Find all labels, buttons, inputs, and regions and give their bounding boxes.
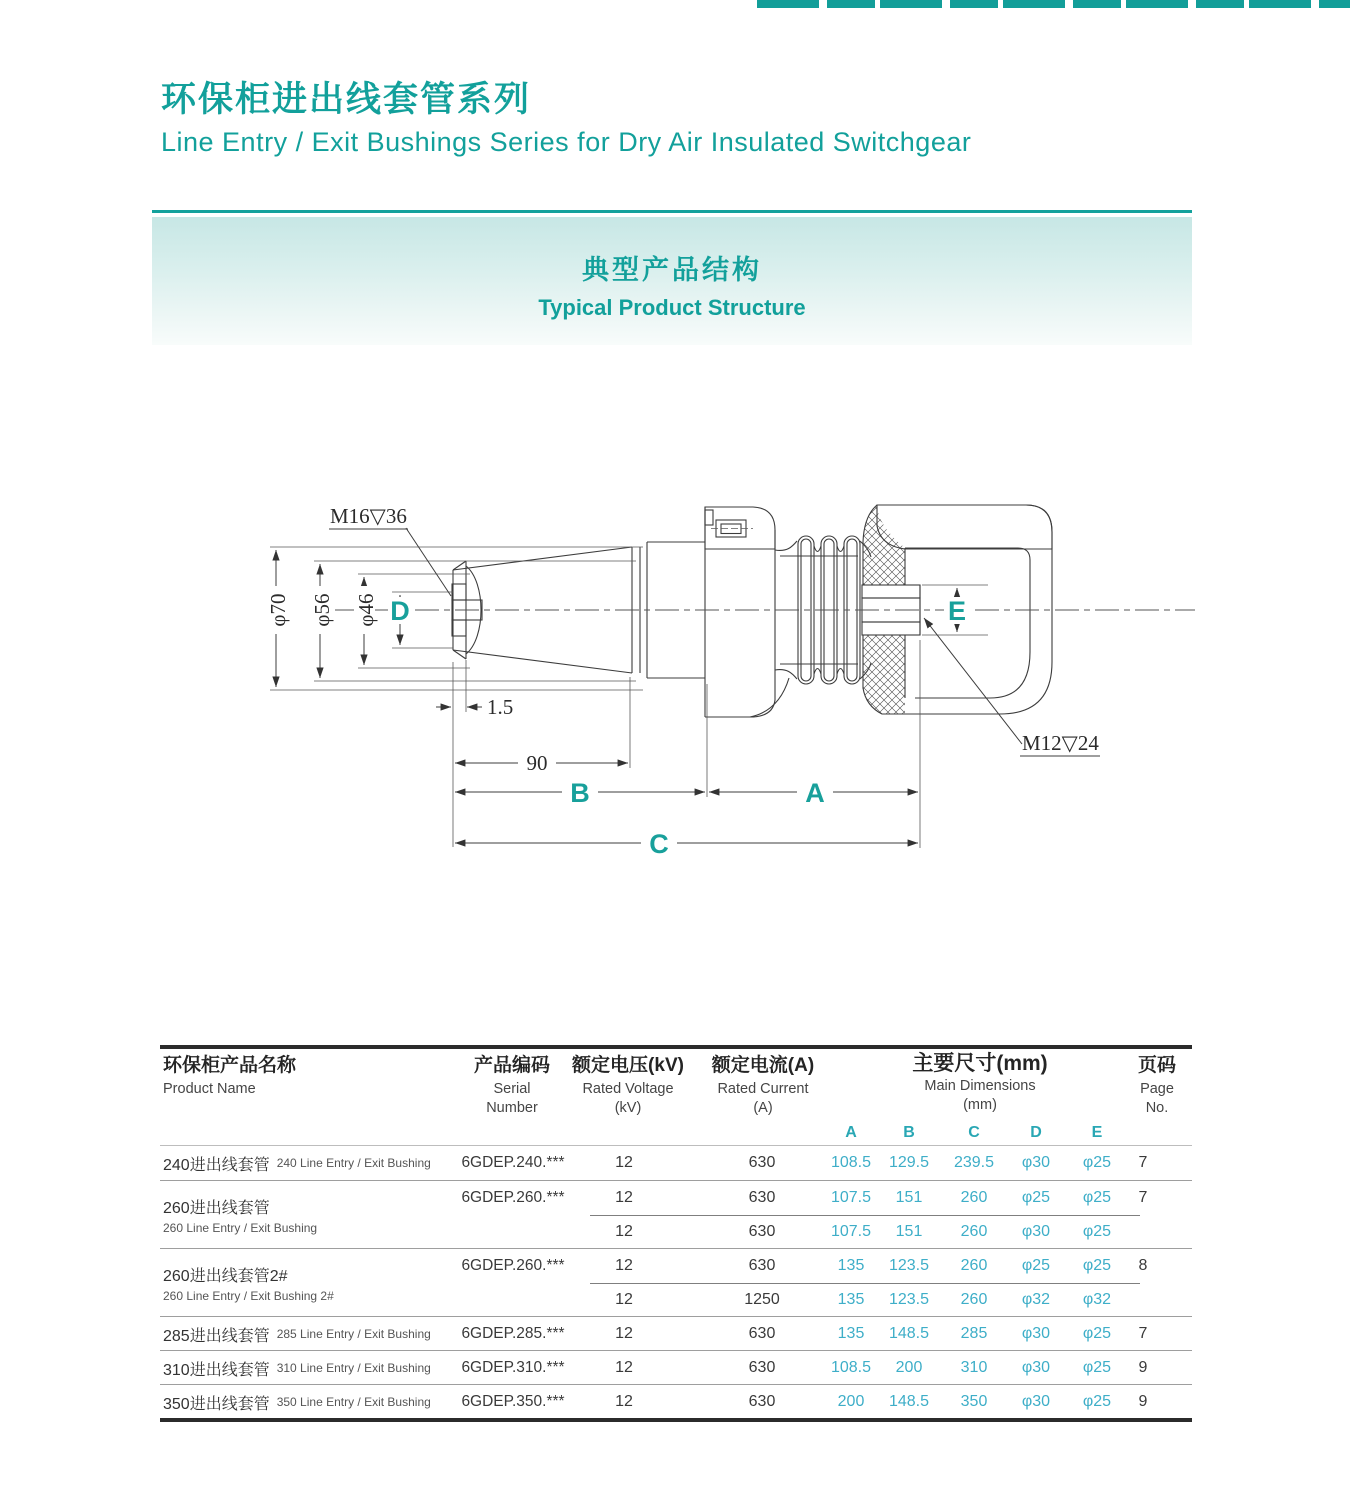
product-name-en: 260 Line Entry / Exit Bushing <box>163 1220 318 1235</box>
spec-row <box>160 1385 1192 1419</box>
dim-c-value: 260 <box>960 1257 988 1274</box>
current-value: 630 <box>748 1325 776 1342</box>
subcol-b: B <box>903 1124 915 1141</box>
dim-a-value: 135 <box>837 1257 865 1274</box>
dim-a-value: 135 <box>837 1291 865 1308</box>
dim-d-value: φ30 <box>1021 1359 1051 1376</box>
dim-1p5-label: 1.5 <box>487 695 514 719</box>
current-value: 630 <box>748 1189 776 1206</box>
dim-a-value: 200 <box>837 1393 865 1410</box>
subcol-c: C <box>968 1124 980 1141</box>
current-value: 630 <box>748 1393 776 1410</box>
product-name-en: 310 Line Entry / Exit Bushing <box>276 1361 431 1375</box>
table-row <box>160 1248 1192 1316</box>
dim-a-label: A <box>805 778 825 808</box>
dim-b-value: 200 <box>895 1359 923 1376</box>
voltage-value: 12 <box>615 1359 633 1376</box>
serial-number: 6GDEP.310.*** <box>461 1359 565 1376</box>
dim-d-value: φ30 <box>1021 1154 1051 1171</box>
dim-90-label: 90 <box>526 751 548 775</box>
dim-b-value: 129.5 <box>888 1154 930 1171</box>
table-row <box>160 1384 1192 1418</box>
dim-b-value: 151 <box>895 1189 923 1206</box>
dia56-label: φ56 <box>310 593 334 627</box>
product-name-en: 285 Line Entry / Exit Bushing <box>276 1327 431 1341</box>
spec-row <box>160 1146 1192 1180</box>
product-name-cn: 260进出线套管 <box>163 1199 270 1217</box>
voltage-value: 12 <box>615 1257 633 1274</box>
table-bottom-border <box>160 1418 1192 1422</box>
dim-e-label: E <box>947 596 967 626</box>
dim-c-value: 239.5 <box>953 1154 995 1171</box>
dim-d-value: φ30 <box>1021 1223 1051 1240</box>
dim-e-value: φ32 <box>1082 1291 1112 1308</box>
dim-e-value: φ25 <box>1082 1359 1112 1376</box>
page-value: 7 <box>1138 1325 1148 1342</box>
dim-d-value: φ30 <box>1021 1325 1051 1342</box>
dim-a-value: 107.5 <box>830 1189 872 1206</box>
dim-e-value: φ25 <box>1082 1189 1112 1206</box>
spec-row <box>160 1215 1192 1249</box>
table-body <box>160 1146 1192 1418</box>
page-value: 9 <box>1138 1359 1148 1376</box>
product-name-cn: 240进出线套管 <box>163 1156 270 1174</box>
col-page-en2: No. <box>1145 1100 1169 1116</box>
col-page-en1: Page <box>1140 1081 1174 1097</box>
dim-c-value: 260 <box>960 1223 988 1240</box>
dimension-labels <box>266 504 1099 859</box>
dim-c-value: 310 <box>960 1359 988 1376</box>
serial-number: 6GDEP.285.*** <box>461 1325 565 1342</box>
product-name-en: 260 Line Entry / Exit Bushing 2# <box>163 1288 334 1303</box>
col-dims-en1: Main Dimensions <box>924 1078 1036 1094</box>
col-dims-en2: (mm) <box>963 1097 997 1113</box>
dim-b-value: 123.5 <box>888 1257 930 1274</box>
page-title: 环保柜进出线套管系列 <box>161 80 532 119</box>
voltage-value: 12 <box>615 1393 633 1410</box>
banner-title-cn: 典型产品结构 <box>582 254 762 285</box>
col-product <box>163 1055 296 1099</box>
product-name-cn: 285进出线套管 <box>163 1327 270 1345</box>
dim-e-value: φ25 <box>1082 1393 1112 1410</box>
col-page-cn: 页码 <box>1137 1055 1176 1076</box>
page-value <box>1113 1283 1173 1317</box>
thread-label-m16: M16▽36 <box>330 504 407 528</box>
serial-number: 6GDEP.350.*** <box>461 1393 565 1410</box>
dim-d-value: φ25 <box>1021 1257 1051 1274</box>
dim-e-value: φ25 <box>1082 1223 1112 1240</box>
col-current <box>683 1055 843 1118</box>
top-decor-strip <box>757 0 1350 8</box>
col-current-en2: (A) <box>753 1100 773 1116</box>
dim-b-value: 148.5 <box>888 1393 930 1410</box>
product-name-en: 350 Line Entry / Exit Bushing <box>276 1395 431 1409</box>
subcol-e: E <box>1091 1124 1103 1141</box>
dim-c-value: 260 <box>960 1189 988 1206</box>
dim-d-value: φ32 <box>1021 1291 1051 1308</box>
dim-c-label: C <box>649 829 669 859</box>
col-voltage-en2: (kV) <box>614 1100 642 1116</box>
col-product-cn: 环保柜产品名称 <box>163 1055 297 1076</box>
dim-e-value: φ25 <box>1082 1257 1112 1274</box>
page-value <box>1113 1215 1173 1249</box>
page-subtitle: Line Entry / Exit Bushings Series for Dry Air Insulated Switchgear <box>161 127 972 157</box>
dim-d-label: D <box>390 596 410 626</box>
product-name-cn: 260进出线套管2# <box>163 1267 288 1285</box>
banner-top-line <box>152 210 1192 213</box>
col-dimensions <box>880 1053 1080 1115</box>
serial-number: 6GDEP.260.*** <box>461 1257 565 1274</box>
page-value: 7 <box>1138 1189 1148 1206</box>
col-current-en1: Rated Current <box>717 1081 809 1097</box>
col-page <box>1117 1055 1197 1118</box>
current-value: 1250 <box>744 1291 780 1308</box>
dim-b-value: 123.5 <box>888 1291 930 1308</box>
dim-b-value: 151 <box>895 1223 923 1240</box>
dim-d-value: φ30 <box>1021 1393 1051 1410</box>
voltage-value: 12 <box>615 1189 633 1206</box>
dim-c-value: 350 <box>960 1393 988 1410</box>
col-serial-en1: Serial <box>493 1081 531 1097</box>
voltage-value: 12 <box>615 1223 633 1240</box>
dim-a-value: 107.5 <box>830 1223 872 1240</box>
table-row <box>160 1180 1192 1248</box>
dim-b-label: B <box>570 778 590 808</box>
current-value: 630 <box>748 1154 776 1171</box>
product-name-cn: 350进出线套管 <box>163 1395 270 1413</box>
dim-d-value: φ25 <box>1021 1189 1051 1206</box>
voltage-value: 12 <box>615 1154 633 1171</box>
serial-number: 6GDEP.240.*** <box>461 1154 565 1171</box>
page-value: 8 <box>1138 1257 1148 1274</box>
voltage-value: 12 <box>615 1291 633 1308</box>
spec-row <box>160 1283 1192 1317</box>
thread-label-m12: M12▽24 <box>1022 731 1099 755</box>
dimension-lines <box>270 528 1100 848</box>
banner-title-en: Typical Product Structure <box>538 294 806 320</box>
technical-drawing <box>150 430 1210 900</box>
dim-a-value: 108.5 <box>830 1359 872 1376</box>
spec-row <box>160 1249 1192 1283</box>
subcol-a: A <box>845 1124 857 1141</box>
spec-row <box>160 1351 1192 1385</box>
spec-row <box>160 1317 1192 1351</box>
current-value: 630 <box>748 1257 776 1274</box>
col-product-en: Product Name <box>163 1081 256 1097</box>
table-row <box>160 1350 1192 1384</box>
page-value: 9 <box>1138 1393 1148 1410</box>
col-serial-cn: 产品编码 <box>473 1055 550 1076</box>
section-banner <box>152 217 1192 345</box>
col-voltage-en1: Rated Voltage <box>582 1081 674 1097</box>
dim-e-value: φ25 <box>1082 1154 1112 1171</box>
table-row <box>160 1146 1192 1180</box>
dim-c-value: 285 <box>960 1325 988 1342</box>
serial-number: 6GDEP.260.*** <box>461 1189 565 1206</box>
dim-c-value: 260 <box>960 1291 988 1308</box>
page-value: 7 <box>1138 1154 1148 1171</box>
voltage-value: 12 <box>615 1325 633 1342</box>
dia70-label: φ70 <box>266 593 290 627</box>
dim-e-value: φ25 <box>1082 1325 1112 1342</box>
product-name-en: 240 Line Entry / Exit Bushing <box>276 1156 431 1170</box>
product-name-cn: 310进出线套管 <box>163 1361 270 1379</box>
dim-a-value: 108.5 <box>830 1154 872 1171</box>
col-current-cn: 额定电流(A) <box>711 1055 815 1076</box>
col-serial-en2: Number <box>486 1100 538 1116</box>
table-row <box>160 1316 1192 1350</box>
current-value: 630 <box>748 1223 776 1240</box>
table-header <box>160 1049 1192 1145</box>
current-value: 630 <box>748 1359 776 1376</box>
col-dims-cn: 主要尺寸(mm) <box>912 1052 1048 1075</box>
col-voltage-cn: 额定电压(kV) <box>572 1055 684 1076</box>
spec-row <box>160 1181 1192 1215</box>
subcol-d: D <box>1030 1124 1042 1141</box>
dim-a-value: 135 <box>837 1325 865 1342</box>
dia46-label: φ46 <box>354 593 378 627</box>
dim-b-value: 148.5 <box>888 1325 930 1342</box>
